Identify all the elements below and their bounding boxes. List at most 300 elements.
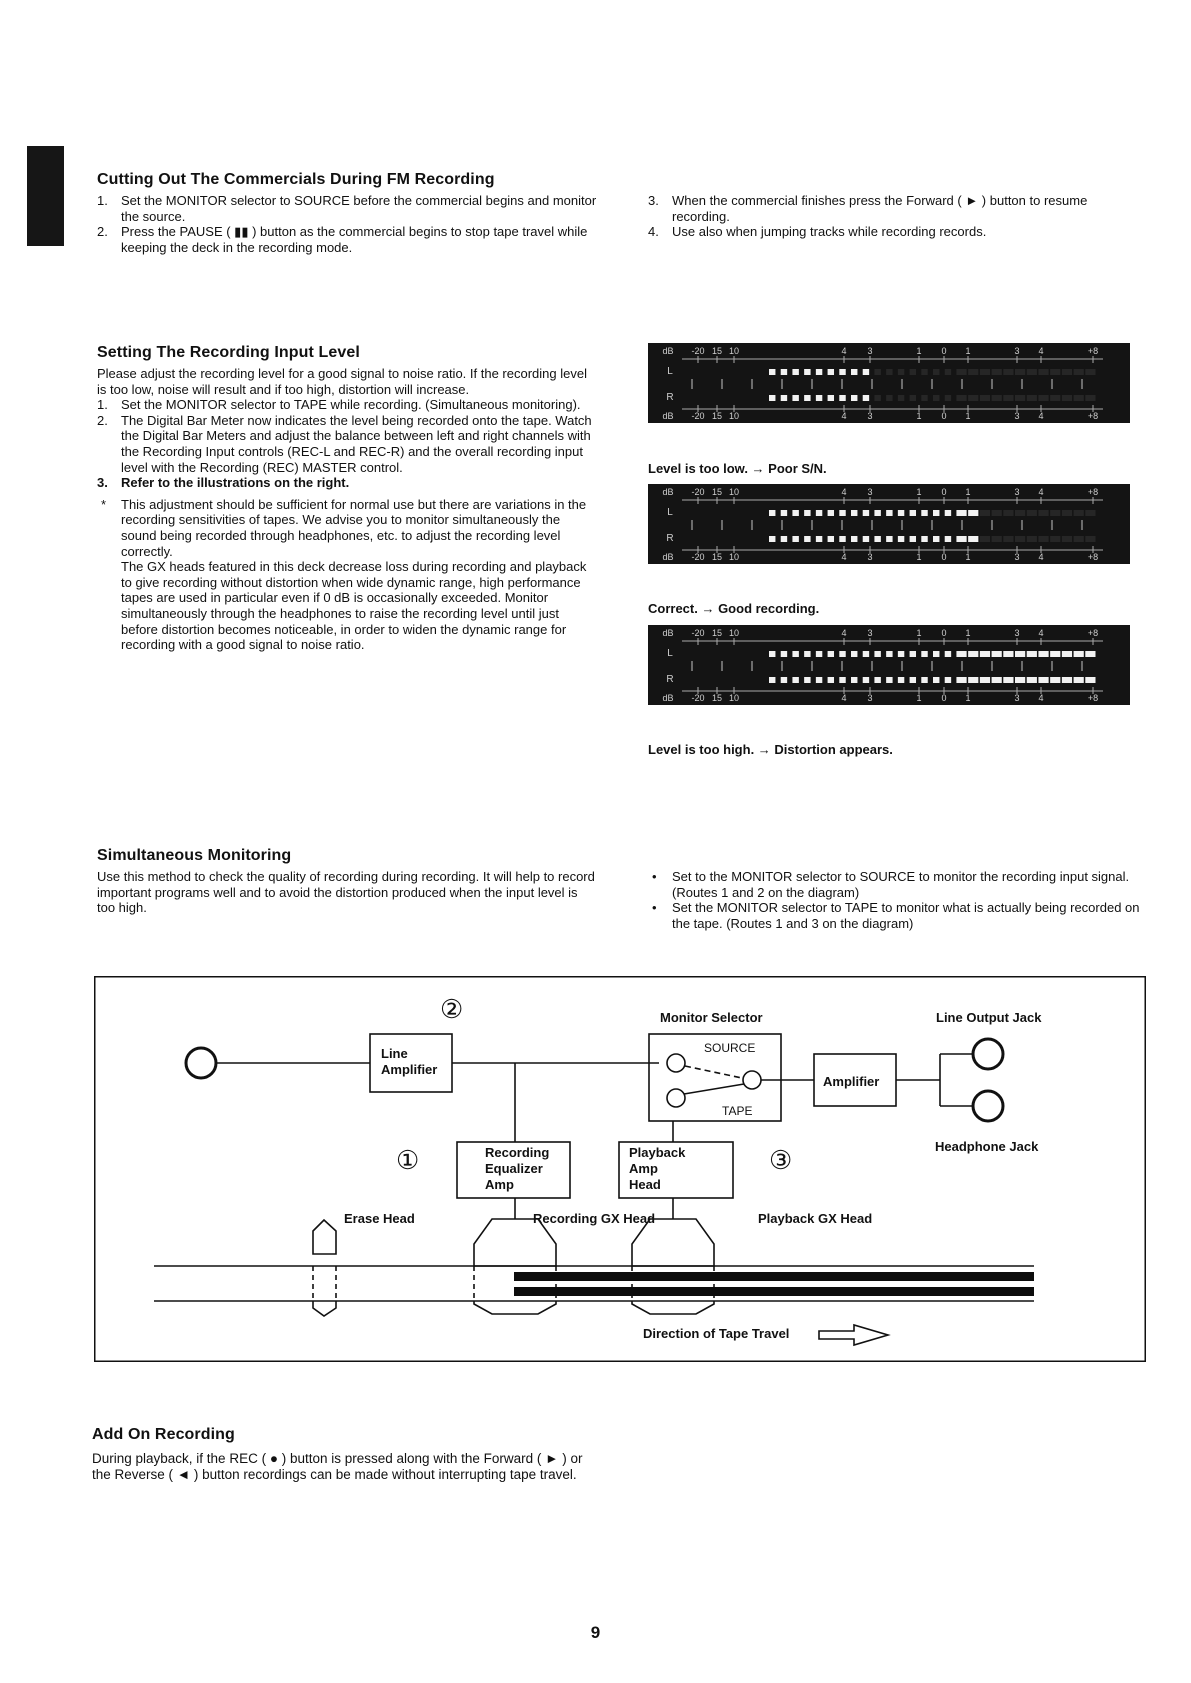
rec-eq-label-3: Amp [485,1177,514,1192]
input-jack [186,1048,216,1078]
meter-segment [863,536,869,542]
meter-scale-label: 15 [711,346,723,356]
meter-segment [956,510,966,516]
meter-scale-label: dB [662,693,674,703]
meter-scale-label: 0 [941,487,947,497]
meter-scale-label: 0 [941,628,947,638]
meter-segment [781,536,787,542]
meter-segment [804,510,810,516]
meter-scale-label: 1 [916,346,922,356]
meter-scale-label: dB [662,628,674,638]
meter-segment [1038,510,1048,516]
meter-segment [910,536,916,542]
step-item: 2. The Digital Bar Meter now indicates the level being recorded onto the tape. Watch the Digital Bar Meters and adjust the balance between left and right channels with the Recording Input controls (REC-L and REC-R) and the overall recording input level with the Recording (REC) MASTER control. [97,412,592,475]
section-tab-marker [27,146,64,246]
meter-segment [968,536,978,542]
direction-arrow [819,1325,888,1345]
meter-segment [792,651,798,657]
meter-segment [898,677,904,683]
meter-scale-label: -20 [691,628,705,638]
meter-segment [769,677,775,683]
meter-segment [956,677,966,683]
meter-segment [781,510,787,516]
meter-segment [769,369,775,375]
meter-segment [1074,651,1084,657]
diagram-frame [95,977,1146,1362]
meter-scale-label: 4 [841,628,847,638]
meter-scale-label: 3 [1014,411,1020,421]
direction-label: Direction of Tape Travel [643,1326,790,1341]
meter-segment [792,369,798,375]
add-on-text: During playback, if the REC ( ● ) button is pressed along with the Forward ( ► ) or the Reverse ( ◄ ) button recordings can be made without interrupting tape travel. [92,1451,583,1482]
meter-scale-label: 10 [728,628,740,638]
meter-scale-label: -20 [691,693,705,703]
meter-scale-label: -20 [691,411,705,421]
monitoring-intro: Use this method to check the quality of recording during recording. It will help to record important programs well and to avoid the distortion produced when the input level is too high. [97,869,595,916]
recorded-track-upper [514,1272,1034,1281]
meter-segment [1003,395,1013,401]
meter-segment [1015,536,1025,542]
meter-scale-label: 15 [711,552,723,562]
meter-segment [863,369,869,375]
commercials-title: Cutting Out The Commercials During FM Recording [97,171,495,188]
input-level-intro: Please adjust the recording level for a good signal to noise ratio. If the recording level is too low, noise will result and if too high, distortion will increase. [97,366,587,397]
meter-scale-label: 4 [841,487,847,497]
meter-segment [1015,510,1025,516]
meter-segment [910,510,916,516]
meter-segment [898,369,904,375]
meter-scale-label: +8 [1087,411,1099,421]
meter-segment [945,510,951,516]
meter-scale-label: -20 [691,487,705,497]
meter-scale-label: 0 [941,411,947,421]
meter-segment [804,369,810,375]
selector-terminal-tape [667,1089,685,1107]
channel-label-r: R [666,674,674,685]
meter-scale-label: 3 [1014,346,1020,356]
meter-segment [968,510,978,516]
meter-scale-label: -20 [691,346,705,356]
meter-segment [1015,677,1025,683]
meter-segment [851,677,857,683]
meter-segment [839,536,845,542]
meter-scale-label: 1 [965,552,971,562]
meter-segment [886,651,892,657]
meter-scale-label: 4 [1038,487,1044,497]
meter-caption-low: Level is too low. → Poor S/N. [648,461,827,476]
meter-segment [921,651,927,657]
meter-segment [863,395,869,401]
meter-segment [945,369,951,375]
meter-segment [1015,395,1025,401]
meter-segment [1062,369,1072,375]
meter-segment [933,536,939,542]
meter-segment [956,395,966,401]
meter-scale-label: 1 [965,628,971,638]
meter-segment [1027,369,1037,375]
meter-scale-label: 10 [728,693,740,703]
meter-segment [945,536,951,542]
meter-segment [1027,395,1037,401]
meter-segment [792,510,798,516]
meter-scale-label: 4 [841,693,847,703]
meter-segment [921,536,927,542]
bullet-item: • Set to the MONITOR selector to SOURCE to monitor the recording input signal. (Routes 1 and 2 on the diagram) [652,869,1130,900]
headphone-jack [973,1091,1003,1121]
meter-segment [804,395,810,401]
meter-scale-label: 4 [1038,628,1044,638]
recording-head-top [474,1219,556,1266]
meter-segment [992,510,1002,516]
meter-segment [1062,395,1072,401]
meter-segment [1074,677,1084,683]
meter-scale-label: 3 [1014,487,1020,497]
meter-segment [863,677,869,683]
meter-segment [828,651,834,657]
meter-segment [1003,510,1013,516]
meter-segment [781,395,787,401]
meter-segment [874,369,880,375]
meter-segment [781,369,787,375]
meter-caption-correct: Correct. → Good recording. [648,601,820,616]
selector-terminal-source [667,1054,685,1072]
meter-segment [910,395,916,401]
meter-segment [851,510,857,516]
meter-scale-label: 3 [1014,552,1020,562]
meter-segment [839,510,845,516]
meter-segment [1038,536,1048,542]
meter-segment [863,510,869,516]
erase-head-bottom [313,1301,336,1316]
meter-scale-label: 1 [965,346,971,356]
meter-segment [933,369,939,375]
note: * This adjustment should be sufficient for normal use but there are variations in the recording sensitivities of tapes. We advise you to monitor simultaneously the sound being recorded through headphones, etc. to adjust the recording level correctly. The GX heads featured in this deck decrease loss during recording and playback to give recording without distortion when wide dynamic range, high performance tapes are used in particular even if 0 dB is occasionally exceeded. Monitor simultaneously through the headphones to raise the recording level until just before distortion becomes noticeable, in order to widen the dynamic range for recording with a good signal to noise ratio. [101,496,587,653]
meter-segment [886,677,892,683]
meter-segment [792,536,798,542]
meter-scale-label: 3 [867,411,873,421]
meter-scale-label: 3 [867,487,873,497]
meter-segment [898,651,904,657]
meter-segment [851,369,857,375]
step-item: 4. Use also when jumping tracks while recording records. [648,224,987,240]
recorded-track-lower [514,1287,1034,1296]
playback-head-label: Playback GX Head [758,1211,873,1226]
commercials-steps-right [648,193,1148,240]
meter-segment [1085,651,1095,657]
meter-segment [804,536,810,542]
meter-segment [956,651,966,657]
meter-scale-label: 15 [711,628,723,638]
meter-scale-label: 1 [965,693,971,703]
meter-segment [1038,677,1048,683]
meter-segment [921,395,927,401]
route-2-label: ② [440,994,464,1024]
step-item: 3. Refer to the illustrations on the right. [97,475,350,491]
meter-scale-label: 0 [941,346,947,356]
meter-segment [1015,651,1025,657]
meter-segment [910,677,916,683]
monitoring-title: Simultaneous Monitoring [97,847,292,864]
meter-segment [781,651,787,657]
meter-segment [781,677,787,683]
meter-segment [992,369,1002,375]
add-on-title: Add On Recording [92,1426,235,1443]
meter-segment [1062,536,1072,542]
meter-segment [769,651,775,657]
meter-segment [992,651,1002,657]
meter-segment [980,651,990,657]
meter-segment [992,395,1002,401]
source-label: SOURCE [704,1041,756,1055]
meter-segment [1074,536,1084,542]
meter-scale-label: 1 [916,693,922,703]
meter-scale-label: 4 [841,411,847,421]
step-item: 1. Set the MONITOR selector to SOURCE before the commercial begins and monitor the source. [97,193,597,224]
meter-segment [1027,536,1037,542]
meter-scale-label: 1 [916,487,922,497]
meter-segment [980,510,990,516]
meter-segment [898,536,904,542]
meter-segment [968,677,978,683]
meter-scale-label: 4 [1038,411,1044,421]
meter-segment [898,510,904,516]
meter-scale-label: dB [662,346,674,356]
channel-label-l: L [667,366,673,377]
meter-segment [992,536,1002,542]
meter-segment [968,651,978,657]
meter-segment [1003,369,1013,375]
meter-segment [1050,369,1060,375]
meter-segment [792,395,798,401]
meter-segment [980,369,990,375]
playback-label-2: Amp [629,1161,658,1176]
meter-segment [1074,369,1084,375]
meter-scale-label: +8 [1087,628,1099,638]
meter-scale-label: 3 [867,346,873,356]
meter-segment [804,651,810,657]
meter-segment [839,677,845,683]
meter-segment [1038,369,1048,375]
meter-scale-label: +8 [1087,487,1099,497]
meter-segment [863,651,869,657]
meter-segment [933,677,939,683]
meter-scale-label: +8 [1087,346,1099,356]
meter-segment [828,510,834,516]
playback-head-bottom [632,1301,714,1314]
meter-segment [956,536,966,542]
meter-scale-label: 10 [728,552,740,562]
meter-segment [816,369,822,375]
meter-caption-high: Level is too high. → Distortion appears. [648,742,893,757]
meter-segment [980,395,990,401]
meter-segment [816,510,822,516]
meter-segment [1062,677,1072,683]
meter-segment [851,395,857,401]
meter-segment [1027,651,1037,657]
meter-segment [1050,677,1060,683]
route-1-label: ① [396,1145,420,1175]
meter-scale-label: 4 [1038,346,1044,356]
meter-segment [933,510,939,516]
meter-segment [921,510,927,516]
headphone-jack-label: Headphone Jack [935,1139,1039,1154]
meter-segment [828,677,834,683]
meter-scale-label: 15 [711,487,723,497]
meter-segment [933,651,939,657]
meter-segment [839,395,845,401]
line-amp-label-2: Amplifier [381,1062,438,1077]
meter-segment [1003,677,1013,683]
meter-scale-label: 1 [916,628,922,638]
meter-segment [816,677,822,683]
meter-segment [980,536,990,542]
meter-scale-label: -20 [691,552,705,562]
meter-segment [851,651,857,657]
meter-scale-label: 1 [916,411,922,421]
meter-segment [1062,651,1072,657]
meter-segment [1074,395,1084,401]
meter-segment [1074,510,1084,516]
meter-segment [945,651,951,657]
bar-meter-correct [648,484,1130,564]
meter-scale-label: dB [662,411,674,421]
bar-meter-high [648,625,1130,705]
meter-scale-label: 3 [867,628,873,638]
input-level-text [97,366,597,653]
meter-scale-label: 1 [965,411,971,421]
playback-label-3: Head [629,1177,661,1192]
step-item: 3. When the commercial finishes press the Forward ( ► ) button to resume recording. [648,193,1088,224]
line-amp-label-1: Line [381,1046,408,1061]
selector-terminal-common [743,1071,761,1089]
meter-segment [1003,536,1013,542]
monitor-selector-label: Monitor Selector [660,1010,763,1025]
meter-scale-label: 1 [916,552,922,562]
meter-scale-label: 4 [841,552,847,562]
meter-segment [886,395,892,401]
meter-scale-label: 10 [728,346,740,356]
meter-segment [1085,677,1095,683]
meter-segment [886,536,892,542]
meter-segment [1050,395,1060,401]
input-level-title: Setting The Recording Input Level [97,344,360,361]
bullet-item: • Set the MONITOR selector to TAPE to monitor what is actually being recorded on the tape. (Routes 1 and 3 on the diagram) [652,900,1140,931]
meter-segment [945,677,951,683]
meter-segment [1085,395,1095,401]
meter-segment [945,395,951,401]
meter-segment [910,651,916,657]
meter-segment [886,510,892,516]
erase-head-top [313,1220,336,1254]
tape-label: TAPE [722,1104,753,1118]
meter-segment [921,369,927,375]
amplifier-label: Amplifier [823,1074,880,1089]
rec-eq-label-2: Equalizer [485,1161,543,1176]
playback-label-1: Playback [629,1145,686,1160]
meter-scale-label: +8 [1087,552,1099,562]
meter-scale-label: 3 [867,693,873,703]
meter-segment [839,651,845,657]
channel-label-r: R [666,392,674,403]
meter-scale-label: 4 [841,346,847,356]
meter-segment [816,651,822,657]
bar-meter-low [648,343,1130,423]
meter-segment [1038,651,1048,657]
step-item: 1. Set the MONITOR selector to TAPE while recording. (Simultaneous monitoring). [97,397,581,413]
meter-scale-label: 3 [1014,693,1020,703]
meter-scale-label: +8 [1087,693,1099,703]
meter-scale-label: 15 [711,411,723,421]
meter-segment [1027,510,1037,516]
meter-segment [828,369,834,375]
meter-segment [874,395,880,401]
meter-segment [874,536,880,542]
meter-scale-label: 4 [1038,552,1044,562]
meter-segment [851,536,857,542]
meter-scale-label: 1 [965,487,971,497]
meter-segment [910,369,916,375]
recording-head-label: Recording GX Head [533,1211,656,1226]
meter-segment [980,677,990,683]
step-item: 2. Press the PAUSE ( ▮▮ ) button as the commercial begins to stop tape travel while keeping the deck in the recording mode. [97,224,588,255]
meter-segment [792,677,798,683]
erase-head-label: Erase Head [344,1211,415,1226]
channel-label-l: L [667,507,673,518]
channel-label-r: R [666,533,674,544]
meter-segment [1015,369,1025,375]
meter-segment [968,395,978,401]
meter-segment [886,369,892,375]
meter-segment [956,369,966,375]
line-output-jack [973,1039,1003,1069]
meter-segment [968,369,978,375]
meter-scale-label: 0 [941,552,947,562]
recording-head-bottom [474,1301,556,1314]
meter-segment [804,677,810,683]
meter-segment [1050,536,1060,542]
meter-segment [816,395,822,401]
meter-segment [1062,510,1072,516]
rec-eq-label-1: Recording [485,1145,550,1160]
meter-segment [992,677,1002,683]
meter-scale-label: 3 [867,552,873,562]
meter-segment [898,395,904,401]
meter-segment [828,536,834,542]
meter-segment [816,536,822,542]
meter-segment [874,510,880,516]
meter-segment [874,651,880,657]
meter-segment [769,510,775,516]
meter-scale-label: 0 [941,693,947,703]
meter-segment [1050,651,1060,657]
meter-scale-label: dB [662,552,674,562]
meter-scale-label: 10 [728,411,740,421]
meter-segment [1050,510,1060,516]
meter-segment [1085,510,1095,516]
meter-segment [874,677,880,683]
meter-segment [839,369,845,375]
meter-segment [1027,677,1037,683]
monitoring-diagram [94,976,1146,1362]
meter-scale-label: 15 [711,693,723,703]
channel-label-l: L [667,648,673,659]
meter-segment [828,395,834,401]
meter-segment [1085,536,1095,542]
meter-segment [1085,369,1095,375]
route-3-label: ③ [769,1145,793,1175]
monitoring-bullets [648,869,1152,931]
page-number: 9 [590,1623,601,1642]
